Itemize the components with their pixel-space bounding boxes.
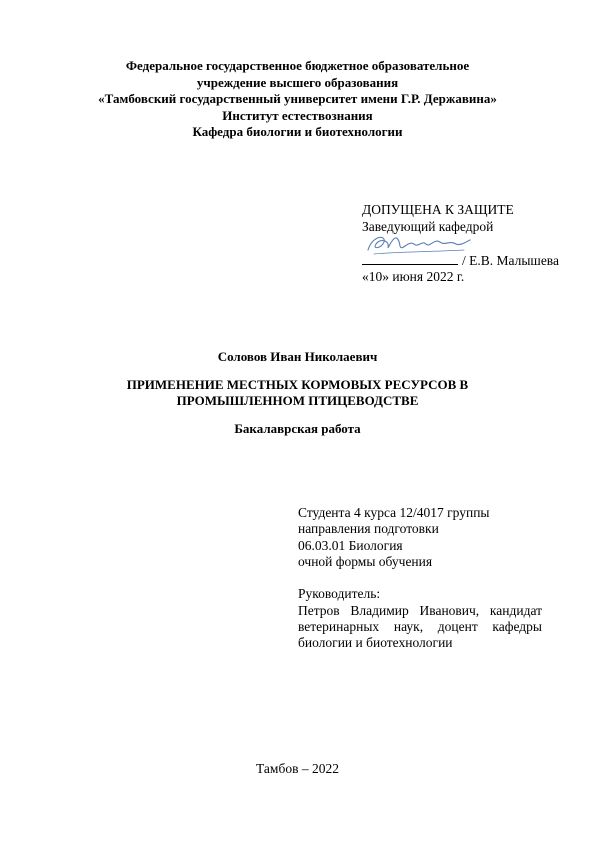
header-line: Институт естествознания [222,107,373,123]
work-type: Бакалаврская работа [234,421,361,436]
header-line: «Тамбовский государственный университет имени Г.Р. Державина» [98,91,497,106]
student-line: 06.03.01 Биология [298,537,403,553]
header-line: учреждение высшего образования [196,74,399,90]
student-line: Студента 4 курса 12/4017 группы [298,505,490,520]
work-title-block [40,349,555,437]
work-title-line: ПРОМЫШЛЕННОМ ПТИЦЕВОДСТВЕ [176,393,419,408]
student-line: очной формы обучения [298,553,433,569]
handwritten-signature [364,230,474,258]
approval-date: «10» июня 2022 г. [362,268,465,284]
supervisor-details: Петров Владимир Иванович, кандидат ветеринарных наук, доцент кафедры биологии и биотехнологии [298,602,542,651]
approval-status: ДОПУЩЕНА К ЗАЩИТЕ [362,202,514,217]
approval-block [362,202,577,285]
header-line: Федеральное государственное бюджетное образовательное [125,58,470,73]
work-title [40,377,555,409]
signature-line [362,252,577,269]
header-line: Кафедра биологии и биотехнологии [192,124,403,139]
work-title-line: ПРИМЕНЕНИЕ МЕСТНЫХ КОРМОВЫХ РЕСУРСОВ В [126,377,469,392]
supervisor-label: Руководитель: [298,586,381,602]
institution-header [40,58,555,141]
approval-signer: / Е.В. Малышева [462,253,559,268]
student-info-block [298,505,542,652]
place-year: Тамбов – 2022 [256,761,339,776]
approval-role: Заведующий кафедрой [362,218,494,234]
student-line: направления подготовки [298,521,439,537]
author-name: Соловов Иван Николаевич [217,349,378,364]
